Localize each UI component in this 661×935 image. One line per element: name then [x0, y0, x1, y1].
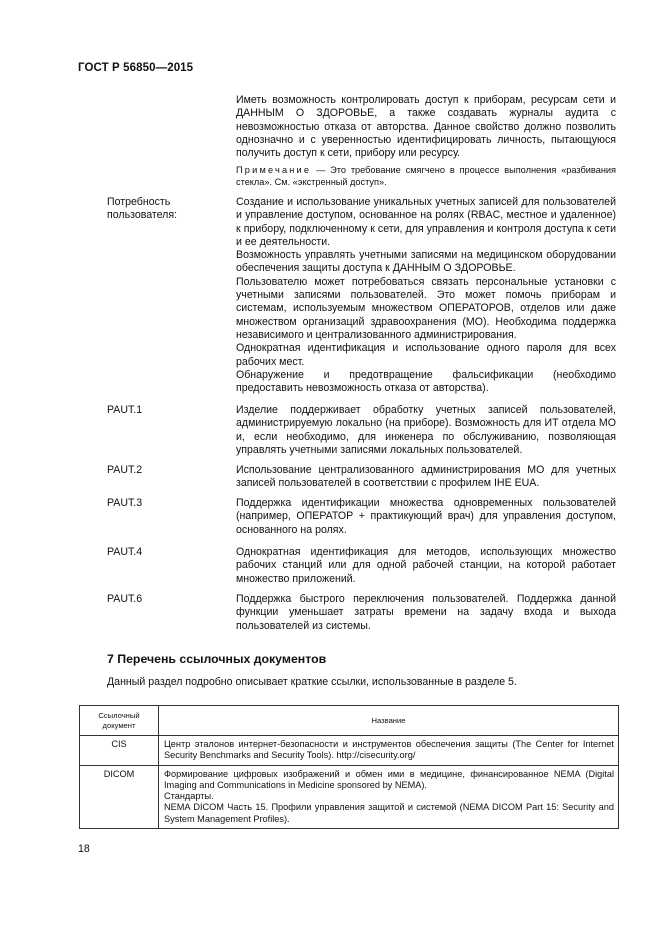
- table-row: [80, 765, 619, 828]
- page-number: 18: [78, 843, 90, 855]
- references-table: [79, 705, 619, 829]
- user-need-definition: [236, 196, 616, 395]
- column-header-reference: Ссылочный документ: [80, 706, 159, 736]
- table-header-row: [80, 706, 619, 736]
- section-intro: Данный раздел подробно описывает краткие ссылки, использованные в разделе 5.: [107, 676, 517, 688]
- intro-paragraph: Иметь возможность контролировать доступ к приборам, ресурсам сети и ДАННЫМ О ЗДОРОВЬЕ, а также создавать журналы аудита с невозможностью отказа от авторства. Данное свойство должно позволить однозначно и с уверенностью идентифицировать личность, пытающуюся получить доступ к сети, прибору или ресурсу.: [236, 94, 616, 160]
- paut4-text: Однократная идентификация для методов, использующих множество рабочих станций или для одной рабочей станции, на которой работает множество приложений.: [236, 546, 616, 585]
- user-need-p3: Пользователю может потребоваться связать персональные установки с учетными записями пользователей. Это может помочь приборам и системам, используемым множеством ОПЕРАТОРОВ, отделов или даже множеством организаций здравоохранения (МО). Необходима поддержка независимого и централизованного администрирования.: [236, 275, 616, 341]
- note: [236, 164, 616, 189]
- paut2-code: PAUT.2: [107, 464, 143, 476]
- user-need-p4: Однократная идентификация и использование одного пароля для всех рабочих мест.: [236, 342, 616, 368]
- paut6-text: Поддержка быстрого переключения пользователей. Поддержка данной функции уменьшает затраты времени на задачу входа и выхода пользователей из системы.: [236, 593, 616, 632]
- user-need-term: Потребность пользователя:: [107, 196, 178, 222]
- paut1-text: Изделие поддерживает обработку учетных записей пользователей, администрируемую локально (на приборе). Возможность для ИТ отдела МО и, если необходимо, для инженера по обслуживанию, позволяющая управлять учетными записями локальных пользователей.: [236, 404, 616, 456]
- dicom-line-2: Стандарты.: [164, 791, 214, 802]
- note-label: Примечание: [236, 165, 312, 175]
- note-text: — Это требование смягчено в процессе выполнения «разбивания стекла». См. «экстренный доступ».: [236, 165, 616, 188]
- user-need-p5: Обнаружение и предотвращение фальсификации (необходимо предоставить невозможность отказа от авторства).: [236, 368, 616, 395]
- standard-header: ГОСТ Р 56850—2015: [78, 62, 194, 74]
- table-row: [80, 736, 619, 766]
- paut3-code: PAUT.3: [107, 497, 143, 509]
- paut4-code: PAUT.4: [107, 546, 143, 558]
- paut6-code: PAUT.6: [107, 593, 143, 605]
- paut2-text: Использование централизованного администрирования МО для учетных записей пользователей в соответствии с профилем IHE EUA.: [236, 464, 616, 490]
- reference-code: CIS: [80, 736, 159, 766]
- dicom-line-1: Формирование цифровых изображений и обмен ими в медицине, финансированное NEMA (Digital Imaging and Communications in Medicine sponsored by NEMA).: [164, 768, 614, 790]
- column-header-title: Название: [159, 706, 619, 736]
- paut3-text: Поддержка идентификации множества одновременных пользователей (например, ОПЕРАТОР + практикующий врач) для управления доступом, основанного на ролях.: [236, 497, 616, 536]
- paut1-code: PAUT.1: [107, 404, 143, 416]
- reference-title: [159, 765, 619, 828]
- section-title: 7 Перечень ссылочных документов: [107, 652, 327, 666]
- user-need-p1: Создание и использование уникальных учетных записей для пользователей и управление доступом, основанное на ролях (RBAC, местное и удаленное) к прибору, подключенному к сети, для управления и контроля доступа к сети и ее деятельности.: [236, 196, 616, 248]
- dicom-line-3: NEMA DICOM Часть 15. Профили управления защитой и системой (NEMA DICOM Part 15: Security and System Management Profiles).: [164, 802, 614, 824]
- reference-title: Центр эталонов интернет-безопасности и инструментов обеспечения защиты (The Center for Internet Security Benchmarks and Security Tools). http://cisecurity.org/: [159, 736, 619, 766]
- reference-code: DICOM: [80, 765, 159, 828]
- user-need-p2: Возможность управлять учетными записями на медицинском оборудовании обеспечения защиты доступа к ДАННЫМ О ЗДОРОВЬЕ.: [236, 249, 616, 275]
